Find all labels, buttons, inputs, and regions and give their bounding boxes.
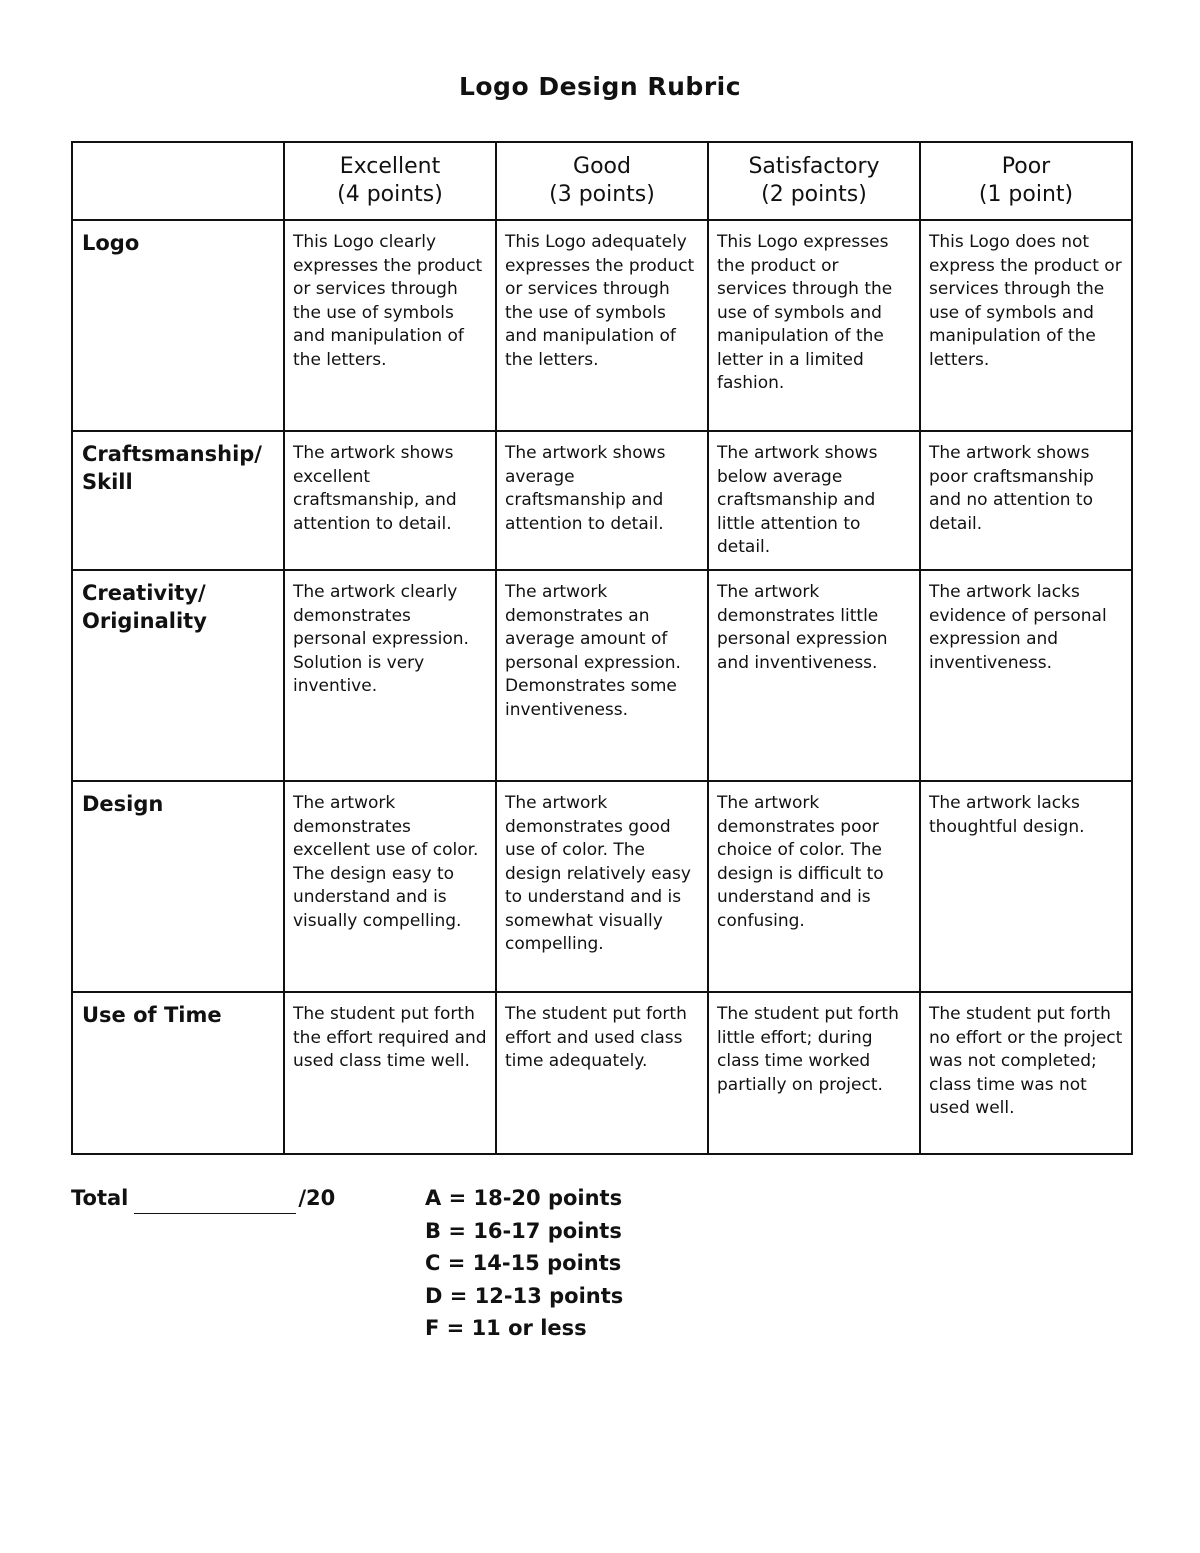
row-use-of-time (72, 992, 1132, 1154)
rubric-cell: The student put forth effort and used class time adequately. (496, 992, 708, 1154)
rubric-cell: The student put forth little effort; during class time worked partially on project. (708, 992, 920, 1154)
rubric-cell: The artwork demonstrates little personal expression and inventiveness. (708, 570, 920, 781)
row-creativity (72, 570, 1132, 781)
column-points: (2 points) (761, 182, 867, 207)
page-title: Logo Design Rubric (458, 72, 742, 101)
column-points: (3 points) (549, 182, 655, 207)
column-name: Poor (1001, 154, 1051, 179)
row-label-logo (72, 220, 284, 431)
rubric-cell: This Logo does not express the product or services through the use of symbols and manipulation of the letters. (920, 220, 1132, 431)
column-header-excellent (284, 142, 496, 220)
column-header-satisfactory (708, 142, 920, 220)
row-label-line: Use of Time (82, 1003, 222, 1027)
rubric-cell: The artwork shows poor craftsmanship and no attention to detail. (920, 431, 1132, 570)
rubric-table (71, 141, 1133, 1155)
rubric-cell: The artwork shows below average craftsmanship and little attention to detail. (708, 431, 920, 570)
row-label-design (72, 781, 284, 992)
header-row (72, 142, 1132, 220)
row-logo (72, 220, 1132, 431)
column-name: Satisfactory (748, 154, 880, 179)
row-design (72, 781, 1132, 992)
total-label: Total (71, 1186, 129, 1210)
row-label-line: Logo (82, 231, 140, 255)
rubric-cell: This Logo expresses the product or services through the use of symbols and manipulation of the letter in a limited fashion. (708, 220, 920, 431)
column-name: Excellent (339, 154, 441, 179)
row-craftsmanship (72, 431, 1132, 570)
grade-scale (425, 1182, 623, 1345)
column-name: Good (573, 154, 631, 179)
total-score (71, 1182, 335, 1214)
rubric-cell: The artwork demonstrates poor choice of color. The design is difficult to understand and is confusing. (708, 781, 920, 992)
grade-item: D = 12-13 points (425, 1283, 624, 1308)
row-label-craftsmanship (72, 431, 284, 570)
grade-item: A = 18-20 points (425, 1186, 623, 1210)
rubric-cell: The artwork shows excellent craftsmanship, and attention to detail. (284, 431, 496, 570)
rubric-cell: This Logo adequately expresses the product or services through the use of symbols and manipulation of the letters. (496, 220, 708, 431)
rubric-cell: The artwork demonstrates good use of color. The design relatively easy to understand and is somewhat visually compelling. (496, 781, 708, 992)
row-label-line: Craftsmanship/ (82, 442, 262, 466)
rubric-cell: The artwork clearly demonstrates personal expression. Solution is very inventive. (284, 570, 496, 781)
row-label-line: Originality (82, 609, 207, 633)
rubric-cell: The artwork demonstrates an average amount of personal expression. Demonstrates some inventiveness. (496, 570, 708, 781)
rubric-cell: The artwork shows average craftsmanship and attention to detail. (496, 431, 708, 570)
grade-item: B = 16-17 points (425, 1218, 622, 1243)
rubric-cell: The artwork lacks evidence of personal expression and inventiveness. (920, 570, 1132, 781)
row-label-use-of-time (72, 992, 284, 1154)
rubric-cell: This Logo clearly expresses the product or services through the use of symbols and manipulation of the letters. (284, 220, 496, 431)
grade-item: F = 11 or less (425, 1316, 587, 1340)
column-points: (4 points) (337, 182, 443, 207)
rubric-cell: The student put forth no effort or the project was not completed; class time was not used well. (920, 992, 1132, 1154)
rubric-cell: The artwork lacks thoughtful design. (920, 781, 1132, 992)
column-header-good (496, 142, 708, 220)
rubric-cell: The student put forth the effort required and used class time well. (284, 992, 496, 1154)
row-label-line: Creativity/ (82, 581, 206, 605)
total-blank-line[interactable] (134, 1187, 296, 1214)
rubric-cell: The artwork demonstrates excellent use of color. The design easy to understand and is visually compelling. (284, 781, 496, 992)
row-label-line: Design (82, 792, 164, 816)
grade-item: C = 14-15 points (425, 1251, 622, 1275)
total-max: /20 (298, 1186, 336, 1210)
row-label-creativity (72, 570, 284, 781)
corner-cell (72, 142, 284, 220)
row-label-line: Skill (82, 470, 133, 494)
column-header-poor (920, 142, 1132, 220)
column-points: (1 point) (978, 182, 1074, 207)
